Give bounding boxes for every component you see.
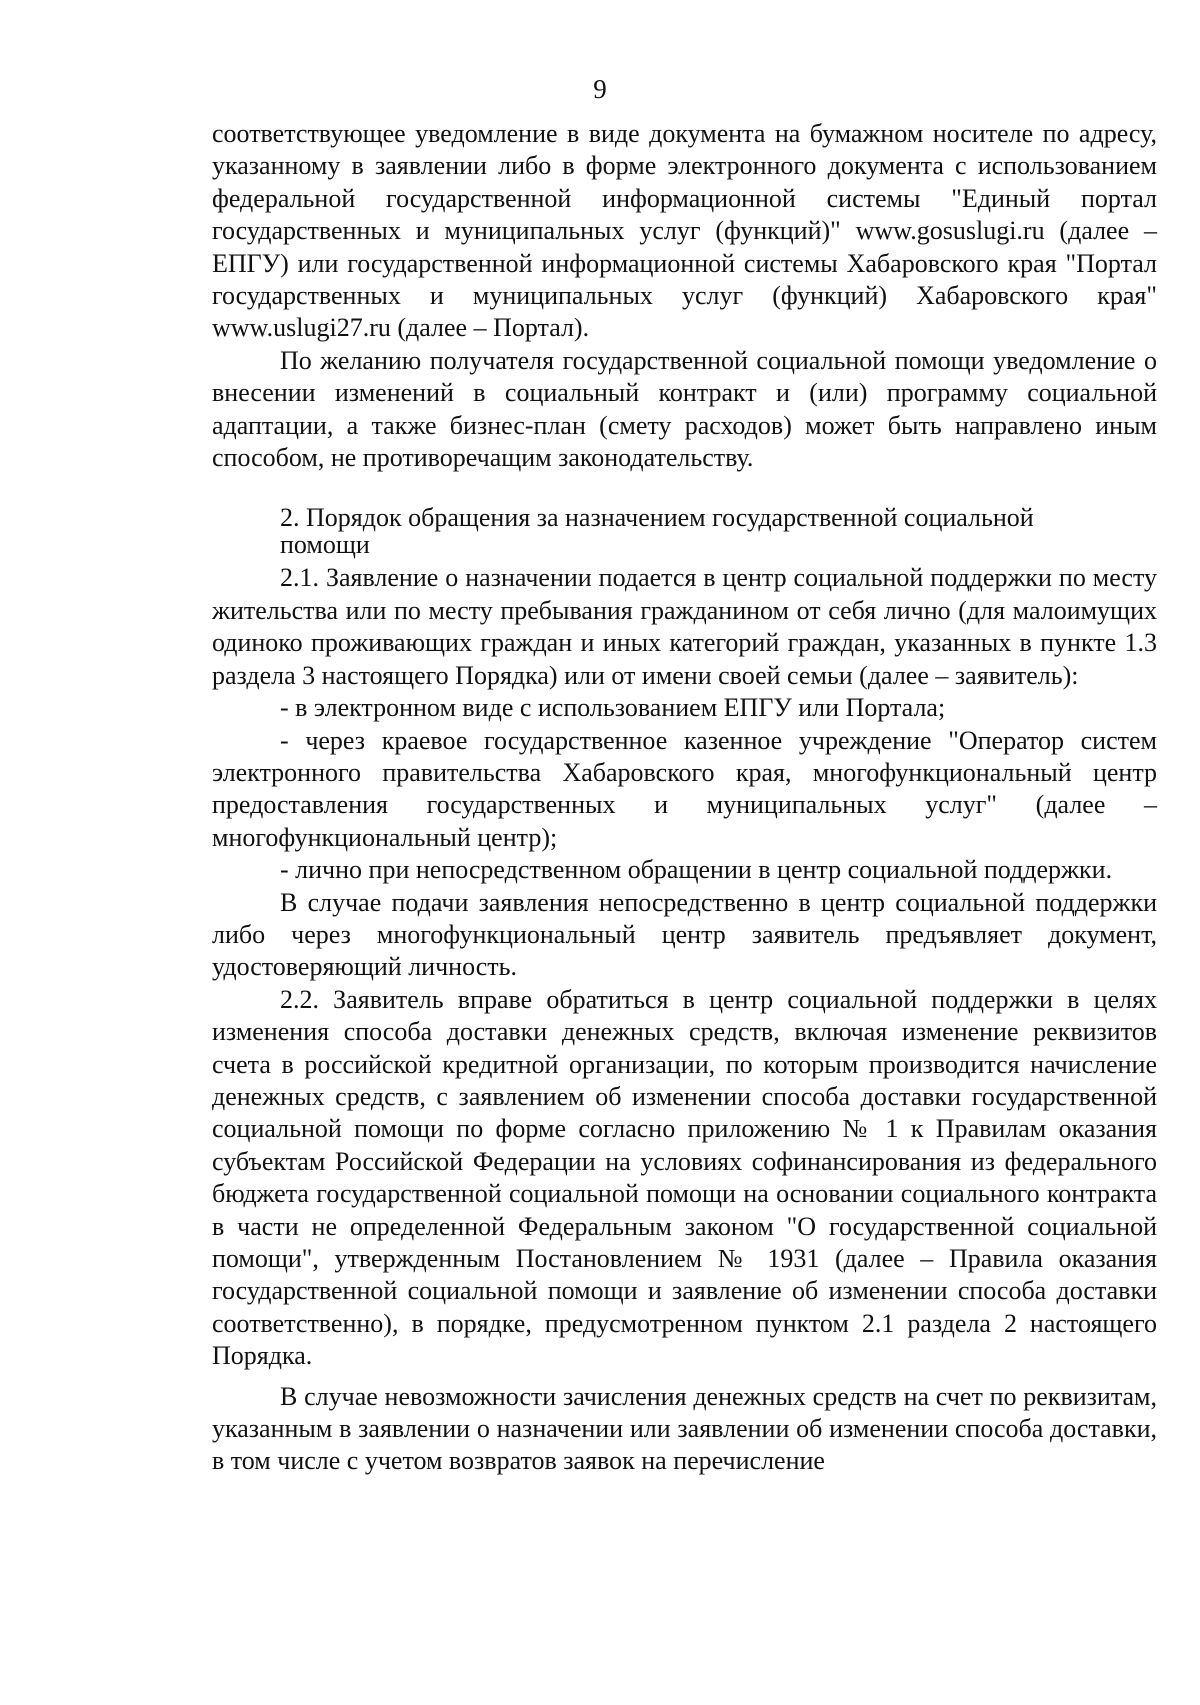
paragraph-transfer-impossible: В случае невозможности зачисления денежных средств на счет по реквизитам, указанным в заявлении о назначении или заявлении об изменении способа доставки, в том числе с учетом возвратов заявок на перечисление — [212, 1381, 1157, 1476]
section-heading: 2. Порядок обращения за назначением государственной социальной помощи — [280, 503, 1034, 560]
paragraph-identity-document: В случае подачи заявления непосредственно в центр социальной поддержки либо через многофункциональный центр заявитель предъявляет документ, удостоверяющий личность. — [212, 887, 1157, 982]
list-item-electronic: - в электронном виде с использованием ЕПГУ или Портала; — [280, 693, 946, 723]
paragraph-alternative-delivery: По желанию получателя государственной социальной помощи уведомление о внесении изменений в социальный контракт и (или) программу социальной адаптации, а также бизнес-план (смету расходов) может быть направлено иным способом, не противоречащим законодательству. — [212, 345, 1157, 473]
list-item-in-person: - лично при непосредственном обращении в центр социальной поддержки. — [280, 855, 1113, 885]
paragraph-notification-delivery: соответствующее уведомление в виде документа на бумажном носителе по адресу, указанному в заявлении либо в форме электронного документа с использованием федеральной государственной информационной системы "Единый портал государственных и муниципальных услуг (функций)" www.gosuslugi.ru (далее – ЕПГУ) или государственной информационной системы Хабаровского края "Портал государственных и муниципальных услуг (функций) Хабаровского края" www.uslugi27.ru (далее – Портал). — [212, 119, 1157, 343]
document-body — [212, 118, 1157, 1478]
list-item-mfc: - через краевое государственное казенное учреждение "Оператор систем электронного правительства Хабаровского края, многофункциональный центр предоставления государственных и муниципальных услуг" (далее – многофункциональный центр); — [212, 725, 1157, 852]
page-number: 9 — [593, 74, 607, 104]
paragraph-change-delivery-method: 2.2. Заявитель вправе обратиться в центр социальной поддержки в целях изменения способа доставки денежных средств, включая изменение реквизитов счета в российской кредитной организации, по которым производится начисление денежных средств, с заявлением об изменении способа доставки государственной социальной помощи по форме согласно приложению № 1 к Правилам оказания субъектам Российской Федерации на условиях софинансирования из федерального бюджета государственной социальной помощи на основании социального контракта в части не определенной Федеральным законом "О государственной социальной помощи", утвержденным Постановлением № 1931 (далее – Правила оказания государственной социальной помощи и заявление об изменении способа доставки соответственно), в порядке, предусмотренном пунктом 2.1 раздела 2 настоящего Порядка. — [212, 984, 1157, 1371]
paragraph-application-submission: 2.1. Заявление о назначении подается в центр социальной поддержки по месту жительства или по месту пребывания гражданином от себя лично (для малоимущих одиноко проживающих граждан и иных категорий граждан, указанных в пункте 1.3 раздела 3 настоящего Порядка) или от имени своей семьи (далее – заявитель): — [212, 563, 1157, 690]
